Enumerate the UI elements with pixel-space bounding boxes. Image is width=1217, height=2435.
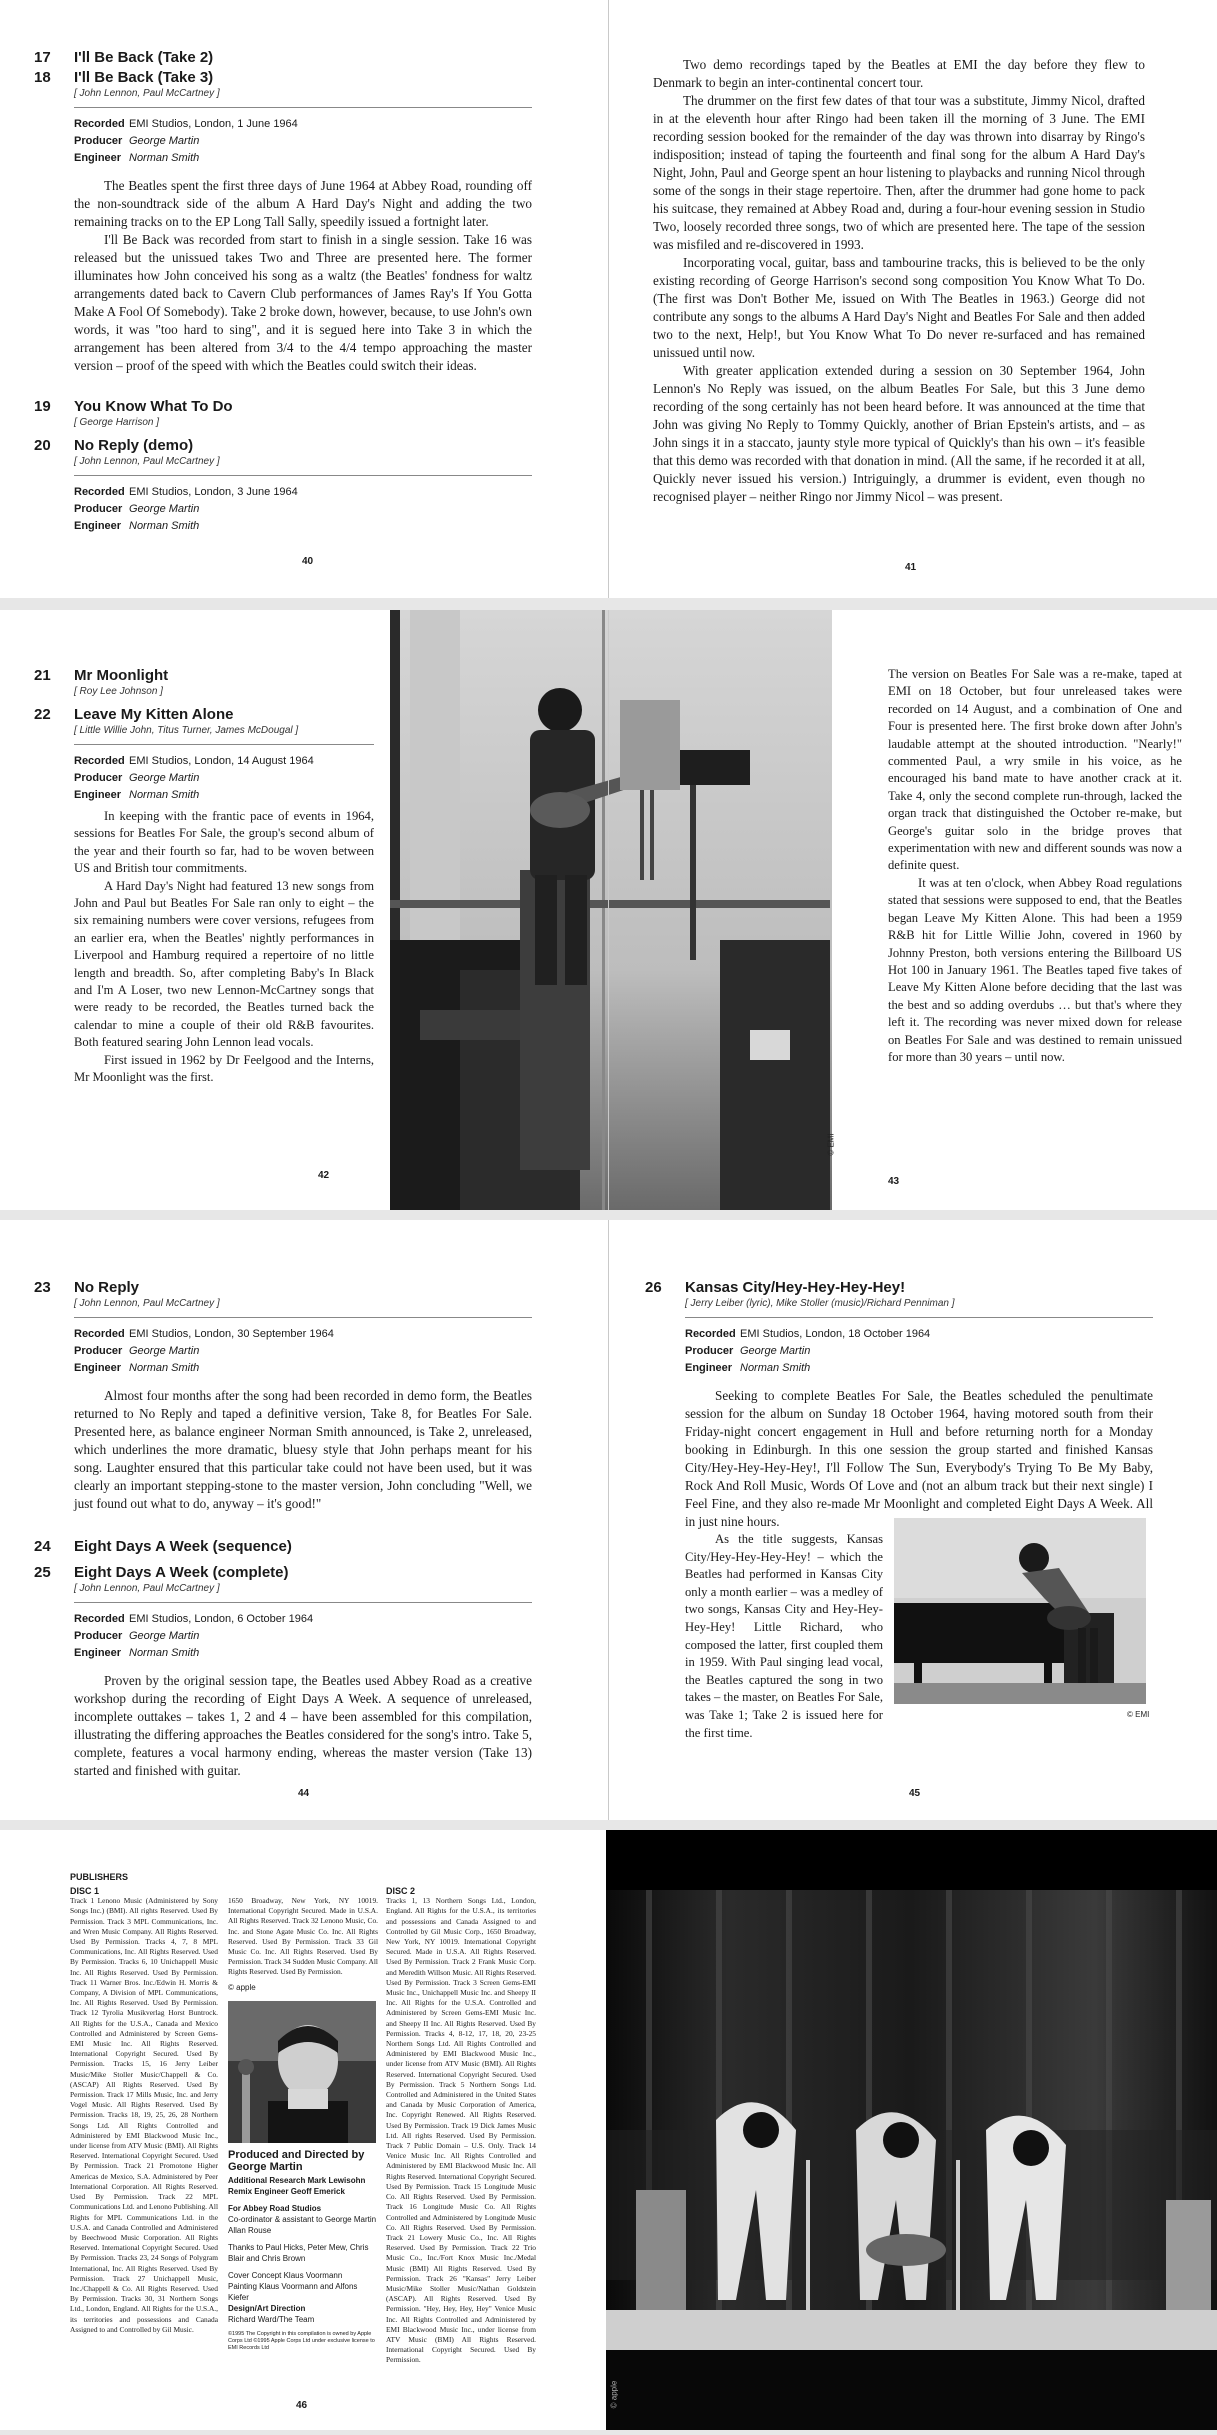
body-text: Two demo recordings taped by the Beatles at EMI the day before they flew to Denmark to begin an inter-continental concert tour. The drummer on the first few dates of that tour was a substitute, Jimmy Nicol, drafted in at the eleventh hour after Ringo had been taken ill the morning of 3 June. The EMI recording session booked for the remainder of the day was thrown into disarray by Ringo's indisposition; instead of taping the fourteenth and final song for the album A Hard Day's Night, John, Paul and George spent an hour listening to playbacks and running Nicol through some of the songs in their stage repertoire. Then, after the drummer had gone home to pack his suitcase, they remained at Abbey Road and, during a four-hour evening session in Studio Two, loosely recorded three songs, two of which are presented here. The tape of the session was misfiled and re-discovered in 1993. Incorporating vocal, guitar, bass and tambourine tracks, this is believed to be the only existing recording of George Harrison's second song composition You Know What To Do. (The first was Don't Bother Me, issued on With The Beatles in 1963.) George did not contribute any songs to the albums A Hard Day's Night and Beatles For Sale and then added two to the next, Help!, but You Know What To Do never re-surfaced and has remained unissued until now. With greater application extended during a session on 30 September 1964, John Lennon's No Reply was issued, on the album Beatles For Sale, but this 3 June demo recording of the song certainly has not been heard before. It was announced at the time that John was giving No Reply to Tommy Quickly, another of Brian Epstein's artists, and – as John sings it in a staccato, jaunty style more typical of Quickly's than his own – it's feasible that this demo was recorded with that donation in mind. (All the same, if he recorded it at all, Quickly never issued his version.) Intriguingly, a drummer is evident, even though no recognised player – neither Ringo nor Jimmy Nicol – was present. xyxy=(653,57,1146,504)
body-text: The version on Beatles For Sale was a re-make, taped at EMI on 18 October, but four unreleased takes were recorded on 14 August, and a combination of One and Four is presented here. The first broke down after John's laudable attempt at the shouted introduction. "Nearly!" commented Paul, a wry smile in his voice, as he encouraged his band mate to have another crack at it. Take 4, only the second complete run-through, lacked the organ track that distinguished the October re-make, but George's guitar solo in the bridge proves that experimentation with new and different sounds was now a definite quest. It was at ten o'clock, when Abbey Road regulations stated that sessions were supposed to end, that the Beatles began Leave My Kitten Alone. This had been a 1959 R&B hit for Little Willie John, covered in 1960 by Johnny Preston, both versions entering the Billboard US Hot 100 in January 1961. The Beatles taped five takes of Leave My Kitten Alone before deciding that the last was the best and so adding overdubs … but that's where they left it. The recording was never mixed down for release on Beatles For Sale and was destined to remain unissued for more than 30 years – until now. xyxy=(888,667,1182,1064)
session-info: Recorded EMI Studios, London, 3 June 1964 Producer George Martin Engineer Norman Smith xyxy=(74,486,298,532)
track-title: Eight Days A Week (complete) xyxy=(74,1564,289,1581)
publishers-disc1-continued: 1650 Broadway, New York, NY 10019. International Copyright Secured. Made in U.S.A. All Rights Reserved. Track 32 Lenono Music, Co. Inc. and Stone Agate Music Co. Inc. All Rights Reserved. Used By Permission. Track 33 Gil Music Co. Inc. All Rights Reserved. Used By Permission. Track 34 Sudden Music Company. All Rights Reserved. Used By Permission. xyxy=(228,1896,378,1977)
painting-credit: Painting Klaus Voormann and Alfons Kiefer xyxy=(228,2281,358,2302)
songwriter-credit: [ Little Willie John, Titus Turner, James McDougal ] xyxy=(74,725,299,736)
page-number: 43 xyxy=(888,1176,900,1187)
track-title: Mr Moonlight xyxy=(74,667,169,684)
track-title: I'll Be Back (Take 2) xyxy=(74,49,214,66)
page-43 xyxy=(832,610,1217,1210)
divider-rule xyxy=(74,744,374,745)
track-24-heading: 24 Eight Days A Week (sequence) xyxy=(34,1538,292,1555)
page-45 xyxy=(609,1220,1217,1820)
body-text: Proven by the original session tape, the Beatles used Abbey Road as a creative workshop during the recording of Eight Days A Week. A sequence of unreleased, incomplete outtakes – takes 1, 2 and 4 – have been assembled for this compilation, illustrating the differing approaches the Beatles considered for the song's intro. Take 5, complete, features a vocal harmony ending, whereas the master version (Take 13) started and finished with guitar. xyxy=(74,1673,532,1778)
track-title: Leave My Kitten Alone xyxy=(74,706,234,723)
disc1-label: DISC 1 xyxy=(70,1886,100,1896)
songwriter-credit: [ Jerry Leiber (lyric), Mike Stoller (music)/Richard Penniman ] xyxy=(685,1298,955,1309)
divider-rule xyxy=(74,475,532,476)
page-number: 45 xyxy=(909,1788,921,1799)
body-text: The Beatles spent the first three days of June 1964 at Abbey Road, rounding off the non-soundtrack side of the album A Hard Day's Night and adding the two remaining tracks on to the EP Long Tall Sally, speedily issued a fortnight later. I'll Be Back was recorded from start to finish in a single session. Take 16 was released but the unissued takes Two and Three are presented here. The former illuminates how John conceived his song as a waltz (the Beatles' fondness for waltz arrangements dated back to Cavern Club performances of James Ray's If You Gotta Make A Fool Of Somebody). Take 2 broke down, however, because, to use John's own words, it was "too hard to sing", and it is segued here into Take 3 in which the arrangement has been altered from 3/4 to the 4/4 tempo approaching the master version – proof of the speed with which the Beatles could switch their ideas. xyxy=(74,178,532,373)
photo-guitarist-image xyxy=(390,610,832,1210)
track-20-heading: 20 No Reply (demo) xyxy=(34,437,194,454)
cover-concept: Cover Concept Klaus Voormann xyxy=(228,2270,343,2280)
songwriter-credit: [ John Lennon, Paul McCartney ] xyxy=(74,456,220,467)
spread-40-41 xyxy=(0,0,1217,598)
spread-42-43 xyxy=(0,610,1217,1210)
track-title: Kansas City/Hey-Hey-Hey-Hey! xyxy=(685,1279,906,1296)
page-46 xyxy=(0,1830,606,2430)
page-number: 42 xyxy=(318,1170,330,1181)
session-info: Recorded EMI Studios, London, 1 June 1964 Producer George Martin Engineer Norman Smith xyxy=(74,118,298,164)
songwriter-credit: [ John Lennon, Paul McCartney ] xyxy=(74,1298,220,1309)
thanks: Thanks to Paul Hicks, Peter Mew, Chris Blair and Chris Brown xyxy=(228,2242,369,2263)
songwriter-credit: [ George Harrison ] xyxy=(74,417,160,428)
page-number: 44 xyxy=(298,1788,310,1799)
body-text: Seeking to complete Beatles For Sale, the Beatles scheduled the penultimate session for the album on Sunday 18 October 1964, having motored south from their Friday-night concert engagement in Hull and before returning north for a Monday booking in Edinburgh. In this one session the group started and finished Kansas City/Hey-Hey-Hey-Hey!, I'll Follow The Sun, Everybody's Trying To Be My Baby, Rock And Roll Music, Words Of Love and (not an album track but their next single) I Feel Fine, and they also re-made Mr Moonlight and completed Eight Days A Week. All in just nine hours. xyxy=(685,1388,1153,1529)
divider-rule xyxy=(74,1317,532,1318)
design-heading: Design/Art Direction xyxy=(228,2303,306,2313)
track-23-heading: 23 No Reply xyxy=(34,1279,140,1296)
publishers-disc2 xyxy=(386,1886,536,2366)
produced-by: Produced and Directed by George Martin xyxy=(228,2148,365,2173)
publishers-heading: PUBLISHERS xyxy=(70,1872,129,1882)
remix-engineer: Remix Engineer Geoff Emerick xyxy=(228,2186,345,2196)
body-text-wrapped: As the title suggests, Kansas City/Hey-Hey-Hey-Hey! – which the Beatles had performed in Kansas City only a month earlier – was a medley of two songs, Kansas City and Hey-Hey-Hey-Hey! Little Richard, who composed the latter, first coupled them in 1959. With Paul singing lead vocal, the Beatles captured the song in two takes – the master, on Beatles For Sale, was Take 1; Take 2 is issued here for the first time. xyxy=(685,1532,883,1740)
page-44 xyxy=(0,1220,608,1820)
track-19-heading: 19 You Know What To Do xyxy=(34,398,233,415)
songwriter-credit: [ Roy Lee Johnson ] xyxy=(74,686,163,697)
photo-piano-session xyxy=(894,1518,1146,1704)
copyright-fineprint: ©1995 The Copyright in this compilation is owned by Apple Corps Ltd ©1995 Apple Corps Ltd under exclusive license to EMI Records Ltd xyxy=(228,2330,375,2351)
track-title: You Know What To Do xyxy=(74,398,233,415)
studios-heading: For Abbey Road Studios xyxy=(228,2203,322,2213)
additional-research: Additional Research Mark Lewisohn xyxy=(228,2175,366,2185)
body-text: In keeping with the frantic pace of events in 1964, sessions for Beatles For Sale, the group's second album of the year and their fourth so far, had to be woven between US and British tour commitments. A Hard Day's Night had featured 13 new songs from John and Paul but Beatles For Sale ran only to eight – the six remaining numbers were cover versions, refugees from an earlier era, when the Beatles' nightly performances in Liverpool and Hamburg required a repertoire of no little length and breadth. So, after completing Baby's In Black and I'm A Loser, two new Lennon-McCartney songs that were ready to be recorded, the Beatles turned back the calendar to mine a couple of their old R&B favourites. Both featured searing John Lennon lead vocals. First issued in 1962 by Dr Feelgood and the Interns, Mr Moonlight was the first. xyxy=(74,809,374,1085)
track-25-heading: 25 Eight Days A Week (complete) xyxy=(34,1564,289,1581)
track-18-heading: 18 I'll Be Back (Take 3) xyxy=(34,69,214,86)
track-22-heading: 22 Leave My Kitten Alone xyxy=(34,706,234,723)
studio-photo-guitarist xyxy=(390,610,832,1210)
page-number: 41 xyxy=(905,562,917,573)
track-21-heading: 21 Mr Moonlight xyxy=(34,667,169,684)
photo-credit: © apple xyxy=(609,2380,619,2409)
disc1-credits: Track 1 Lenono Music (Administered by Sony Songs Inc.) (BMI). All rights Reserved. Used By Permission. Track 3 MPL Communications, Inc. and Wren Music Company. All Rights Reserved. Used By Permission. Tracks 4, 7, 8 MPL Communications, Inc. All Rights Reserved. Used By Permission. Tracks 6, 10 Unichappell Music Inc. All Rights Reserved. Used By Permission. Track 11 Warner Bros. Inc./Edwin H. Morris & Company, A Division of MPL Communications, Inc. All Rights Reserved. Used By Permission. Track 12 Tyrolia Musikverlag Horst Buntrock. All Rights for the U.S.A., Canada and Mexico Controlled and Administered by Screen Gems-EMI Music Inc. All Rights Reserved. International Copyright Secured. Used By Permission. Tracks 15, 16 Jerry Leiber Music/Mike Stoller Music/Chappell & Co. (ASCAP) All Rights Reserved. Used By Permission. Track 17 Mills Music, Inc. and Jerry Vogel Music. All Rights Reserved. Used By Permission. Tracks 18, 19, 25, 26, 28 Northern Songs Ltd. All Rights Controlled and Administered by EMI Blackwood Music Inc., under license from ATV Music (BMI). All Rights Reserved. International Copyright Secured. Used By Permission. Track 21 Promotone Higher Americas de Mexico, S.A. Administered by Peer International Corporation. All Rights Reserved. Used By Permission. Track 22 MPL Communications Ltd. and Lenono Publishing. All Rights for MPL Communications Ltd. in the U.S.A. and Canada Controlled and Administered by Beechwood Music Corporation. All Rights Reserved. International Copyright Secured. Used By Permission. Tracks 23, 24 Songs of Polygram International, Inc. All Rights Reserved. Used By Permission. Track 27 Unichappell Music, Inc./Chappell & Co. All Rights Reserved. Used By Permission. Tracks 30, 31 Northern Songs Ltd., London, England. All Rights for the U.S.A., its territories and possessions and Canada Assigned to and Controlled by Gil Music. xyxy=(70,1896,218,2334)
track-title: No Reply xyxy=(74,1279,140,1296)
songwriter-credit: [ John Lennon, Paul McCartney ] xyxy=(74,1583,220,1594)
portrait-photo xyxy=(228,2001,376,2143)
apple-mark: © apple xyxy=(228,1982,256,1992)
session-info: Recorded EMI Studios, London, 18 October 1964 Producer George Martin Engineer Norman Smith xyxy=(685,1328,931,1374)
publishers-disc1 xyxy=(70,1886,218,2335)
design-credit: Richard Ward/The Team xyxy=(228,2314,315,2324)
studios-coordinator: Co-ordinator & assistant to George Martin Allan Rouse xyxy=(228,2214,377,2235)
portrait-image xyxy=(228,2001,376,2143)
session-info: Recorded EMI Studios, London, 14 August 1964 Producer George Martin Engineer Norman Smith xyxy=(74,755,314,801)
page-41 xyxy=(609,0,1217,598)
session-info: Recorded EMI Studios, London, 30 September 1964 Producer George Martin Engineer Norman Smith xyxy=(74,1328,334,1374)
disc2-credits: Tracks 1, 13 Northern Songs Ltd., London, England. All Rights for the U.S.A., its territories and possessions and Canada Assigned to and Controlled by Gil Music Corp., 1650 Broadway, New York, NY 10019. International Copyright Secured. Made in U.S.A. All Rights Reserved. Used By Permission. Track 2 Frank Music Corp. and Meredith Willson Music. All Rights Reserved. Used By Permission. Track 3 Screen Gems-EMI Music Inc., Unichappell Music Inc. and Sheepy II Inc. All Rights for the U.S.A. Controlled and Administered by Screen Gems-EMI Music Inc. and Sheepy II Inc. All Rights Reserved. Used By Permission. Tracks 4, 8-12, 17, 18, 20, 23-25 Northern Songs Ltd. All Rights Controlled and Administered by EMI Blackwood Music Inc., under license from ATV Music (BMI). All Rights Reserved. International Copyright Secured. Used By Permission. Track 5 Northern Songs Ltd. Controlled and Administered in the United States and Canada by Music Corporation of America, Inc. Copyright Renewed. All Rights Reserved. Used By Permission. Track 19 Dick James Music Ltd. All rights Reserved. Used By Permission. Track 7 Public Domain – U.S. Only. Track 14 Venice Music Inc. All Rights Controlled and Administered by EMI Blackwood Music Inc. All Rights Reserved. International Copyright Secured. Used By Permission. Track 15 Longitude Music Co. All Rights Reserved. Used By Permission. Track 16 Longitude Music Co. All Rights Controlled and Administered by Longitude Music Co. All Rights Reserved. Used By Permission. Track 21 Lowery Music Co., Inc. All Rights Reserved. Used By Permission. Track 22 Trio Music Co., Inc./Fort Knox Music Inc./Medal Music (BMI) All Rights Reserved. Used By Permission. Track 26 "Kansas" Jerry Leiber Music/Mike Stoller Music/Nathan Goldstein (ASCAP). All Rights Reserved. Used By Permission. "Hey, Hey, Hey, Hey" Venice Music Inc. All Rights Controlled and Administered by EMI Blackwood Music Inc., under license from ATV Music (BMI) All Rights Reserved. International Copyright Secured. Used By Permission. xyxy=(386,1896,536,2365)
page-number: 46 xyxy=(296,2400,308,2411)
spread-46-47 xyxy=(0,1830,1217,2430)
track-17-heading: 17 I'll Be Back (Take 2) xyxy=(34,49,214,66)
photo-piano-image xyxy=(894,1518,1146,1704)
session-info: Recorded EMI Studios, London, 6 October 1964 Producer George Martin Engineer Norman Smith xyxy=(74,1613,314,1659)
songwriter-credit: [ John Lennon, Paul McCartney ] xyxy=(74,88,220,99)
disc2-label: DISC 2 xyxy=(386,1886,416,1896)
stage-photo xyxy=(606,1830,1217,2430)
gutter xyxy=(608,610,609,1210)
track-title: I'll Be Back (Take 3) xyxy=(74,69,214,86)
spread-44-45 xyxy=(0,1220,1217,1820)
track-26-heading: 26 Kansas City/Hey-Hey-Hey-Hey! xyxy=(645,1279,906,1296)
body-text: Almost four months after the song had been recorded in demo form, the Beatles returned to No Reply and taped a definitive version, Take 8, for Beatles For Sale. Presented here, as balance engineer Norman Smith announced, is Take 2, unreleased, which underlines the more dramatic, bluesy style that John perhaps meant for his song. Laughter ensured that this particular take could not have been used, but it was clearly an important stepping-stone to the master version, John concluding "Well, we just found out what to do, anyway – it's good!" xyxy=(74,1388,532,1511)
divider-rule xyxy=(685,1317,1153,1318)
track-title: No Reply (demo) xyxy=(74,437,194,454)
page-number: 40 xyxy=(302,556,314,567)
photo-credit: © EMI xyxy=(1127,1710,1150,1719)
page-47-photo xyxy=(606,1830,1217,2430)
divider-rule xyxy=(74,107,532,108)
divider-rule xyxy=(74,1602,532,1603)
page-40 xyxy=(0,0,608,598)
photo-credit: © EMI xyxy=(826,1133,836,1156)
track-title: Eight Days A Week (sequence) xyxy=(74,1538,292,1555)
